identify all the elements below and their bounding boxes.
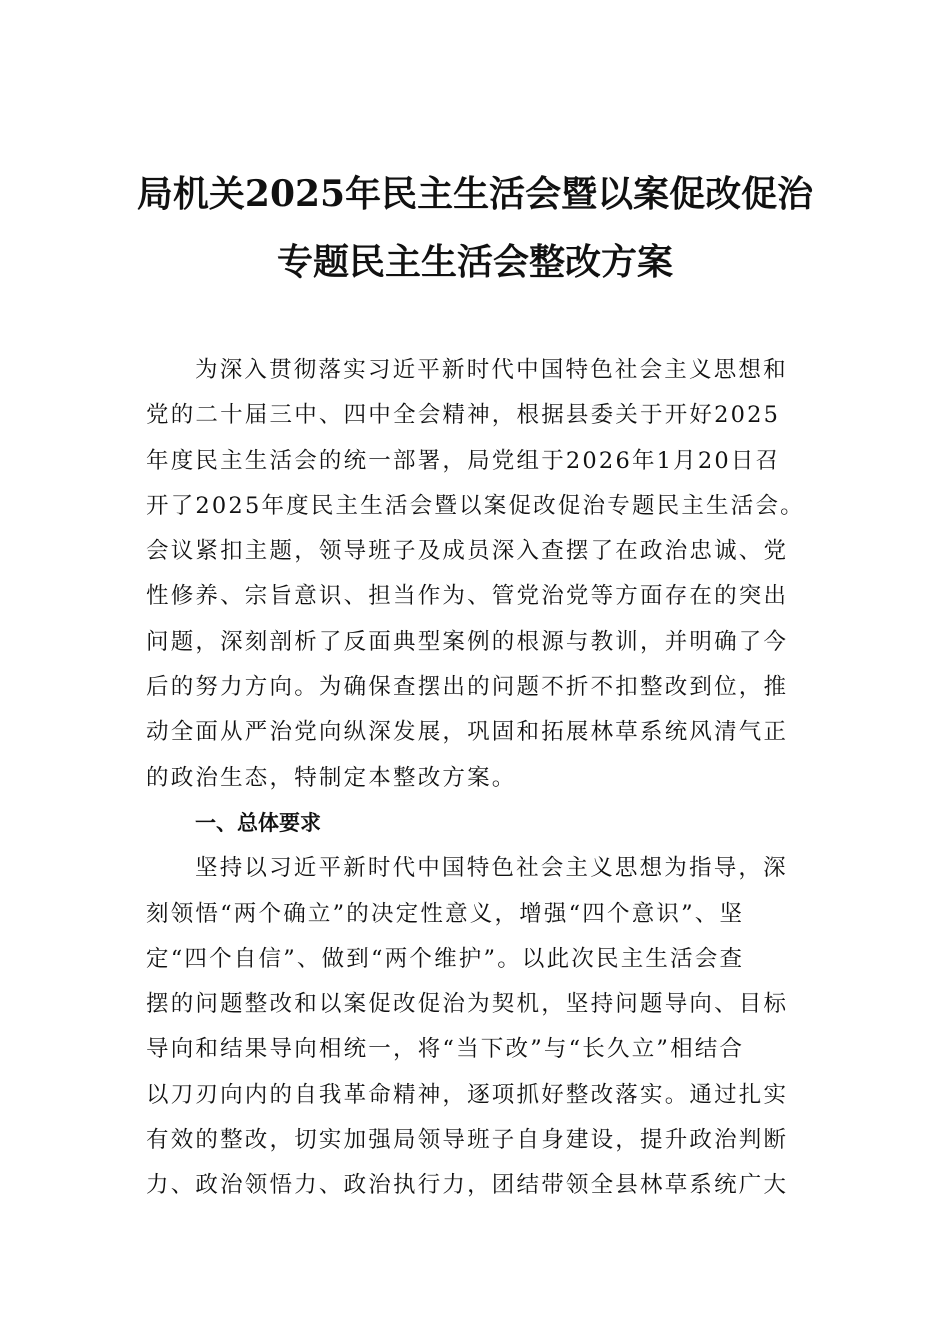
paragraph-2-line: 刻领悟“两个确立”的决定性意义，增强“四个意识”、坚 — [146, 900, 745, 927]
paragraph-2-line: 力、政治领悟力、政治执行力，团结带领全县林草系统广大 — [146, 1172, 789, 1199]
paragraph-1-line: 会议紧扣主题，领导班子及成员深入查摆了在政治忠诚、党 — [146, 538, 789, 565]
paragraph-1-line: 后的努力方向。为确保查摆出的问题不折不扣整改到位，推 — [146, 674, 789, 701]
document-title-line-2: 专题民主生活会整改方案 — [276, 241, 673, 283]
section-heading: 一、总体要求 — [195, 810, 321, 835]
paragraph-1-line: 动全面从严治党向纵深发展，巩固和拓展林草系统风清气正 — [146, 719, 789, 746]
paragraph-1-line: 开了2025年度民主生活会暨以案促改促治专题民主生活会。 — [146, 492, 805, 519]
paragraph-2-line: 以刀刃向内的自我革命精神，逐项抓好整改落实。通过扎实 — [146, 1081, 789, 1108]
document-body — [146, 348, 830, 1209]
paragraph-2-line: 定“四个自信”、做到“两个维护”。以此次民主生活会查 — [146, 945, 745, 972]
paragraph-1-line: 的政治生态，特制定本整改方案。 — [146, 764, 517, 791]
paragraph-2-line: 摆的问题整改和以案促改促治为契机，坚持问题导向、目标 — [146, 991, 789, 1018]
paragraph-1-line: 性修养、宗旨意识、担当作为、管党治党等方面存在的突出 — [146, 583, 789, 610]
document-title-line-1: 局机关2025年民主生活会暨以案促改促治 — [136, 173, 814, 215]
paragraph-2-line: 坚持以习近平新时代中国特色社会主义思想为指导，深 — [195, 855, 788, 882]
paragraph-2-line: 有效的整改，切实加强局领导班子自身建设，提升政治判断 — [146, 1127, 789, 1154]
paragraph-1-line: 为深入贯彻落实习近平新时代中国特色社会主义思想和 — [195, 357, 788, 383]
paragraph-1-line: 年度民主生活会的统一部署，局党组于2026年1月20日召 — [146, 447, 781, 474]
paragraph-1-line: 党的二十届三中、四中全会精神，根据县委关于开好2025 — [146, 402, 781, 429]
paragraph-1-line: 问题，深刻剖析了反面典型案例的根源与教训，并明确了今 — [146, 628, 789, 655]
paragraph-2-line: 导向和结果导向相统一，将“当下改”与“长久立”相结合 — [146, 1036, 745, 1063]
